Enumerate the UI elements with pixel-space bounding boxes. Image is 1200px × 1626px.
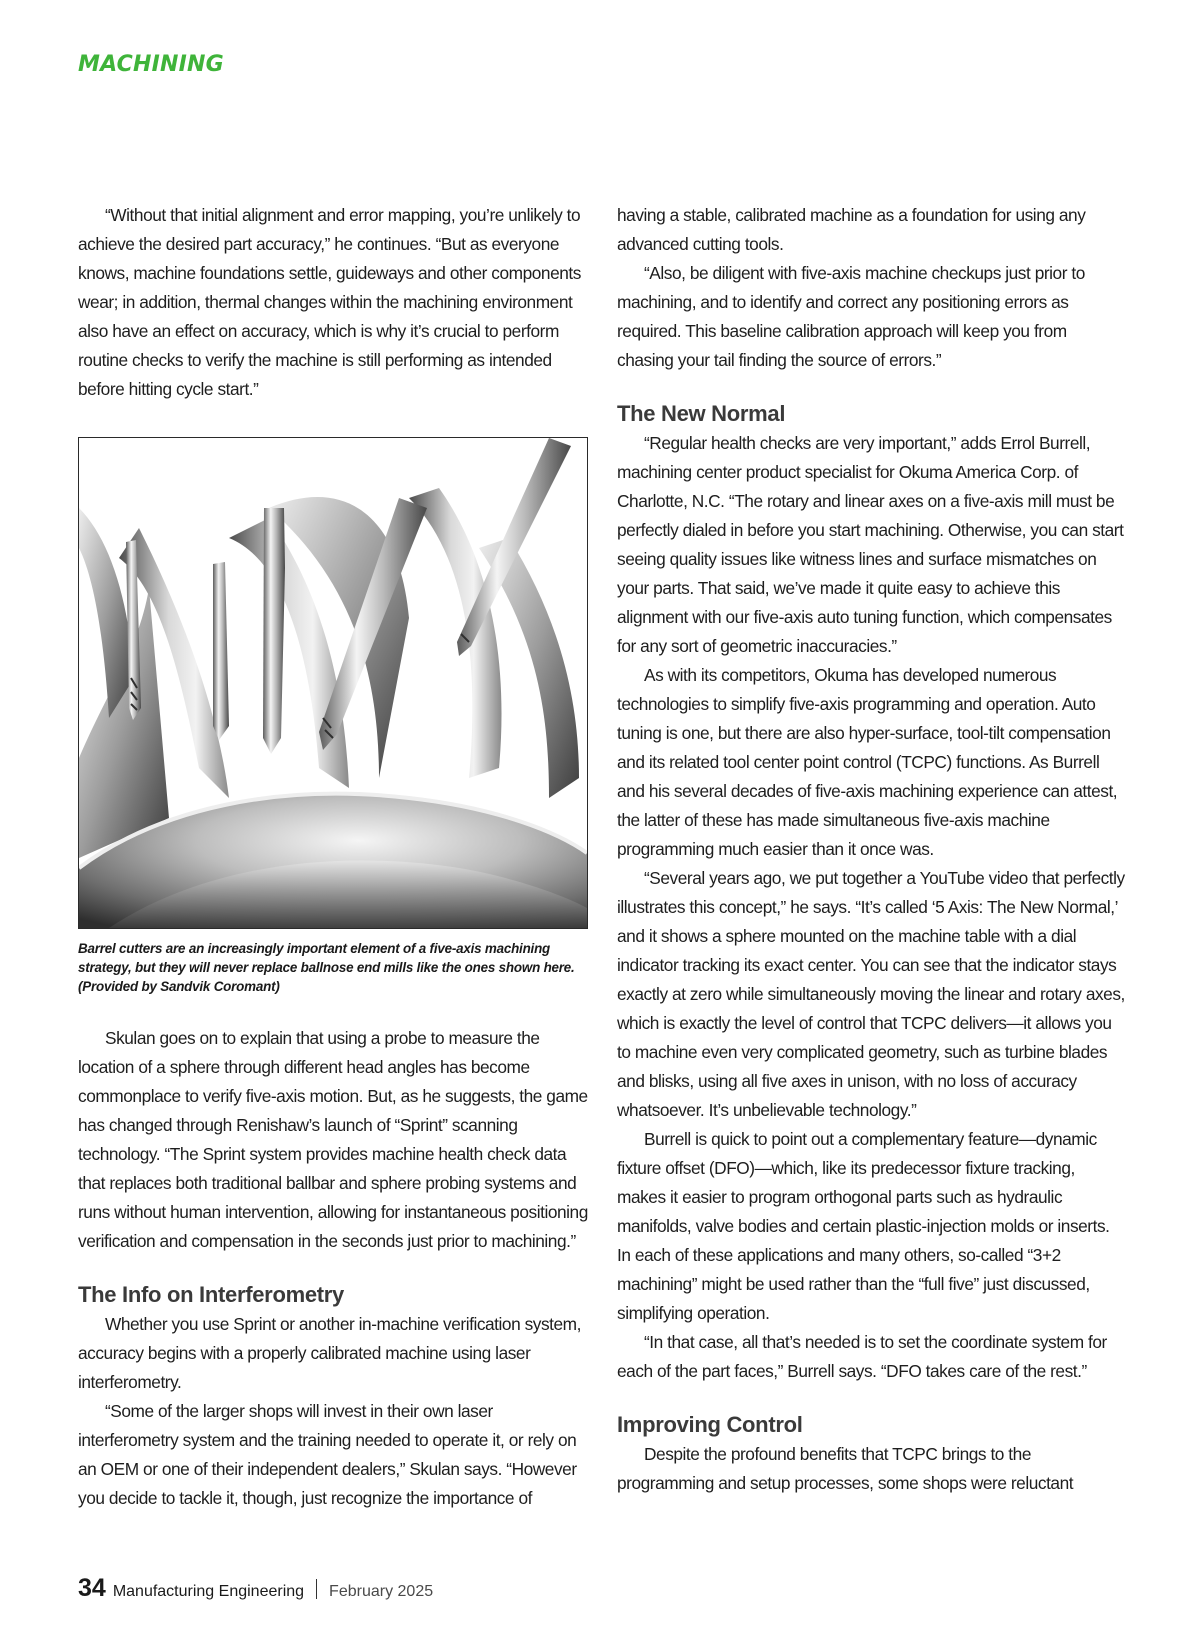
body-paragraph: having a stable, calibrated machine as a foundation for using any advanced cutting tools. <box>617 205 1086 254</box>
body-paragraph: Despite the profound benefits that TCPC brings to the programming and setup processes, some shops were reluctant <box>617 1444 1074 1493</box>
body-paragraph: Burrell is quick to point out a complementary feature—dynamic fixture offset (DFO)—which, like its predecessor fixture tracking, makes it easier to program orthogonal parts such as hydraulic manifolds, valve bodies and certain plastic-injection molds or inserts. In each of these applications and many others, so-called “3+2 machining” might be used rather than the “full five” just discussed, simplifying operation. <box>617 1129 1110 1323</box>
figure-caption: Barrel cutters are an increasingly important element of a five-axis machining strategy, but they will never replace ballnose end mills like the ones shown here. (Provided by Sandvik Coromant) <box>78 941 575 994</box>
issue-date: February 2025 <box>329 1583 434 1600</box>
body-paragraph: As with its competitors, Okuma has developed numerous technologies to simplify five-axis programming and operation. Auto tuning is one, but there are also hyper-surface, tool-tilt compensation and its related tool center point control (TCPC) functions. As Burrell and his several decades of five-axis machining experience can attest, the latter of these has made simultaneous five-axis machine programming much easier than it once was. <box>617 665 1118 859</box>
subheading: The New Normal <box>617 401 786 426</box>
section-label: MACHINING <box>78 52 224 77</box>
body-paragraph: Whether you use Sprint or another in-machine verification system, accuracy begins with a properly calibrated machine using laser interferometry. <box>78 1314 581 1392</box>
body-paragraph: “Also, be diligent with five-axis machine checkups just prior to machining, and to identify and correct any positioning errors as required. This baseline calibration approach will keep you from chasing your tail finding the source of errors.” <box>617 263 1085 370</box>
subheading: Improving Control <box>617 1412 803 1437</box>
right-column <box>617 201 1127 1498</box>
body-paragraph: “In that case, all that’s needed is to set the coordinate system for each of the part faces,” Burrell says. “DFO takes care of the rest.” <box>617 1332 1107 1381</box>
left-column <box>78 201 588 1513</box>
body-paragraph: Skulan goes on to explain that using a probe to measure the location of a sphere through different head angles has become commonplace to verify five-axis motion. But, as he suggests, the game has changed through Renishaw’s launch of “Sprint” scanning technology. “The Sprint system provides machine health check data that replaces both traditional ballbar and sphere probing systems and runs without human intervention, allowing for instantaneous positioning verification and compensation in the seconds just prior to machining.” <box>78 1028 588 1251</box>
magazine-name: Manufacturing Engineering <box>112 1583 305 1600</box>
body-paragraph: “Several years ago, we put together a YouTube video that perfectly illustrates this concept,” he says. “It’s called ‘5 Axis: The New Normal,’ and it shows a sphere mounted on the machine table with a dial indicator tracking its exact center. You can see that the indicator stays exactly at zero while simultaneously moving the linear and rotary axes, which is exactly the level of control that TCPC delivers—it allows you to machine even very complicated geometry, such as turbine blades and blisks, using all five axes in unison, with no loss of accuracy whatsoever. It’s unbelievable technology.” <box>617 868 1125 1120</box>
body-paragraph: “Regular health checks are very important,” adds Errol Burrell, machining center product specialist for Okuma America Corp. of Charlotte, N.C. “The rotary and linear axes on a five-axis mill must be perfectly dialed in before you start machining. Otherwise, you can start seeing quality issues like witness lines and surface mismatches on your parts. That said, we’ve made it quite easy to achieve this alignment with our five-axis auto tuning function, which compensates for any sort of geometric inaccuracies.” <box>617 433 1124 656</box>
page-number: 34 <box>78 1574 106 1602</box>
page-footer <box>78 1574 433 1604</box>
footer-divider <box>316 1579 317 1599</box>
body-paragraph: “Some of the larger shops will invest in their own laser interferometry system and the training needed to operate it, or rely on an OEM or one of their independent dealers,” Skulan says. “However you decide to tackle it, though, just recognize the importance of <box>78 1401 577 1508</box>
body-paragraph: “Without that initial alignment and error mapping, you’re unlikely to achieve the desired part accuracy,” he continues. “But as everyone knows, machine foundations settle, guideways and other components wear; in addition, thermal changes within the machining environment also have an effect on accuracy, which is why it’s crucial to perform routine checks to verify the machine is still performing as intended before hitting cycle start.” <box>78 205 581 399</box>
figure-image-blisk-end-mills <box>78 437 588 929</box>
subheading: The Info on Interferometry <box>78 1282 344 1307</box>
